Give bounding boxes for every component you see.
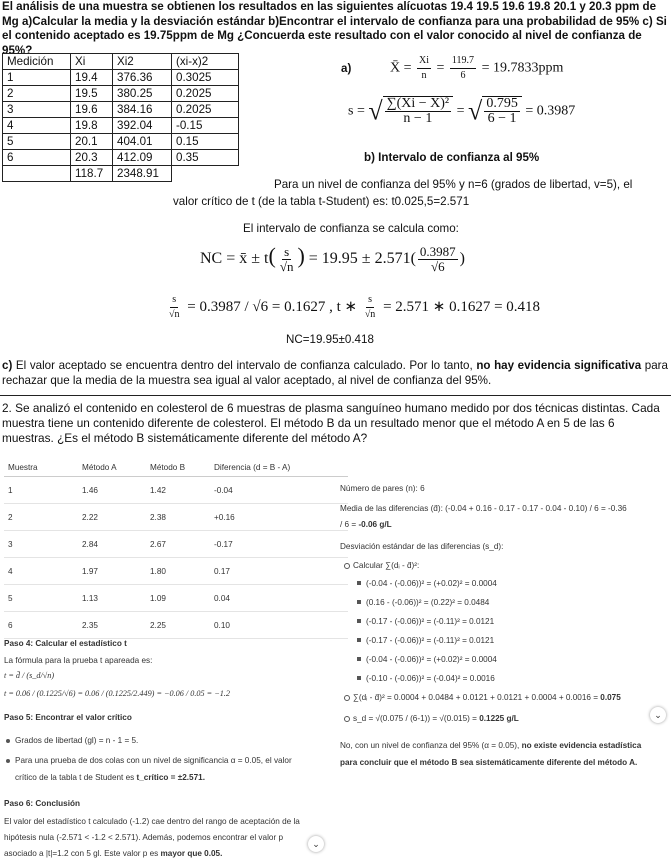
text: 0.1225 g/L [479,714,519,723]
confidence-interval-result: NC=19.95±0.418 [286,333,374,346]
table-row [4,531,348,558]
problem-2-statement: 2. Se analizó el contenido en colesterol de 6 muestras de plasma sanguíneo humano medido por dos técnicas distintas. Cada muestra tiene un contenido diferente de colesterol. El método B da un resultado menor que el método A en 5 de las 6 muestras. ¿Es el método B sistemáticamente diferente del método A? [2,401,660,445]
column-header: Método A [78,458,146,477]
eq-part: = 0.3987 / √6 = 0.1627 , t ∗ [187,298,358,315]
cell: 1.80 [146,558,210,585]
mean-result: = 19.7833ppm [481,60,564,76]
table-header-row [3,54,239,70]
column-header: Muestra [4,458,78,477]
step-text: hipótesis nula (-2.571 < -1.2 < 2.571). Además, podemos encontrar el valor p [4,833,283,842]
eq-part: ) [459,250,465,267]
text: Grados de libertad (gl) = n - 1 = 5. [15,736,139,745]
column-header: Diferencia (d = B - A) [210,458,348,477]
table-row [4,504,348,531]
cell: 404.01 [113,134,172,150]
step-text: La fórmula para la prueba t apareada es: [4,656,153,665]
cell: 20.3 [71,150,113,166]
frac-num: s [284,243,290,259]
calc-item [344,560,419,572]
problem-statement: El análisis de una muestra se obtienen los resultados en las siguientes alícuotas 19.4 19.5 19.6 19.8 20.1 y 20.3 ppm de Mg a)Calcular la media y la desviación estándar b)Encontrar el intervalo de confianza para una probabilidad de 95% c) Si el contenido aceptado es 19.75ppm de Mg ¿Concuerda este resultado con el valor conocido al nivel de confianza de 95%? [2,0,667,57]
formula: t = 0.06 / (0.1225/√6) = 0.06 / (0.1225/2.449) = −0.06 / 0.05 = −1.2 [4,689,230,698]
table-row [3,102,239,118]
standard-error-equation [165,293,540,322]
part-b-text: Para un nivel de confianza del 95% y n=6 (grados de libertad, v=5), el [274,178,633,191]
cell: 0.04 [210,585,348,612]
text: para concluir que el método B sea sistemáticamente diferente del método A. [340,758,638,767]
cell: 0.2025 [172,86,239,102]
frac-den: √n [279,258,294,274]
cell: 19.4 [71,70,113,86]
std-result: = 0.3987 [525,103,576,119]
table-totals-row [3,166,239,182]
cell [3,166,71,182]
cell: 19.6 [71,102,113,118]
text: (-0.17 - (-0.06))² = (-0.11)² = 0.0121 [366,617,495,626]
text: t_crítico = ±2.571. [136,773,205,782]
step-title: Paso 4: Calcular el estadístico t [4,639,127,648]
cell: 0.2025 [172,102,239,118]
cell [172,166,239,182]
text: No, con un nivel de confianza del 95% (α = 0.05), [340,741,522,750]
cell: 4 [4,558,78,585]
cell: 2348.91 [113,166,172,182]
formula: t = d̄ / (s_d/√n) [4,671,55,680]
pairs-count: Número de pares (n): 6 [340,484,425,493]
diff-square-item [357,616,494,628]
mean-difference-result [340,519,392,531]
text: (-0.17 - (-0.06))² = (-0.11)² = 0.0121 [366,636,495,645]
step-text: El valor del estadístico t calculado (-1.2) cae dentro del rango de aceptación de la [4,817,300,826]
text: mayor que 0.05. [160,849,223,858]
diff-square-item [357,597,489,609]
cell: 1.46 [78,477,146,504]
part-c-label: c) [2,359,13,372]
part-b-text: valor crítico de t (de la tabla t-Student) es: t0.025,5=2.571 [173,195,470,208]
frac-num: 0.795 [486,96,518,111]
frac-num: s [170,293,178,308]
cell: 392.04 [113,118,172,134]
text: 0.075 [600,693,621,702]
column-header: Medición [3,54,71,70]
text: (0.16 - (-0.06))² = (0.22)² = 0.0484 [366,598,490,607]
frac-den: √n [169,309,180,320]
diff-square-item [357,635,494,647]
diff-square-item [357,654,497,666]
eq-part: = 2.571 ∗ 0.1627 = 0.418 [383,298,541,315]
std-lhs: s = [348,103,365,119]
cell: 1.09 [146,585,210,612]
cell: 2.35 [78,612,146,639]
table-row [4,612,348,639]
cell: 5 [4,585,78,612]
part-b-text: El intervalo de confianza se calcula como: [243,222,459,235]
part-c-body: El valor aceptado se encuentra dentro del intervalo de confianza calculado. Por lo tanto, [15,359,473,372]
cell: 2.25 [146,612,210,639]
cell: 376.36 [113,70,172,86]
text: no existe evidencia estadística [521,741,642,750]
column-header: (xi-x)2 [172,54,239,70]
table-row [3,118,239,134]
text: -0.06 g/L [358,520,392,529]
mean-difference: Media de las diferencias (d̄): (-0.04 + 0.16 - 0.17 - 0.17 - 0.04 - 0.10) / 6 = -0.36 [340,504,627,513]
cell: 2.38 [146,504,210,531]
frac-num: 119.7 [450,54,476,69]
part-c-text [2,358,668,388]
cell: -0.15 [172,118,239,134]
frac-den: 6 [460,70,466,81]
text: Calcular ∑(dᵢ - d̄)²: [353,561,420,570]
frac-num: s [366,293,374,308]
frac-den: 6 − 1 [487,111,517,126]
cell: 6 [3,150,71,166]
cell: 19.5 [71,86,113,102]
cell: +0.16 [210,504,348,531]
cell: -0.17 [210,531,348,558]
table-row [4,558,348,585]
cell: 3 [3,102,71,118]
text: asociado a |t|=1.2 con 5 gl. Este valor p es [4,849,161,858]
sum-item [344,692,621,704]
frac-num: Xi [417,54,431,69]
frac-den: n [421,70,427,81]
eq-part: = 19.95 ± 2.571( [308,250,416,267]
cell: 4 [3,118,71,134]
divider [0,395,671,396]
diff-square-item [357,673,495,685]
eq-part: NC = x̄ ± t [200,250,269,267]
step-title: Paso 6: Conclusión [4,799,80,808]
cell: 2.84 [78,531,146,558]
column-header: Xi2 [113,54,172,70]
text: (-0.04 - (-0.06))² = (+0.02)² = 0.0004 [366,655,497,664]
cell: 20.1 [71,134,113,150]
frac-den: n − 1 [403,111,433,126]
confidence-interval-equation: NC = x̄ ± t( $\frac{s}{√n}$ ) = 19.95 ± 2.571( $\frac{0.3987}{√6}$ ) [200,243,465,274]
cell: 3 [4,531,78,558]
part-b-title: b) Intervalo de confianza al 95% [364,151,540,164]
bullet-item [6,755,292,767]
sd-title: Desviación estándar de las diferencias (s_d): [340,542,504,551]
cell: 0.15 [172,134,239,150]
cell: 118.7 [71,166,113,182]
part-c-body: para rechazar que la media de la muestra sea igual al valor aceptado, al nivel de confianza del 95%. [2,359,668,387]
frac-den: √n [364,309,376,320]
conclusion-text [340,740,641,752]
cell: 380.25 [113,86,172,102]
step-text [4,848,222,860]
mean-lhs: X̄ = [390,60,412,76]
cell: 0.3025 [172,70,239,86]
paired-stats-panel [340,483,670,767]
std-equation: s = √ $\frac{\text{∑(Xi − X)²}}{n - 1}$ = √ $\frac{0.795}{6 - 1}$ = 0.3987 [348,96,576,126]
frac-num: 0.3987 [419,243,456,259]
text: s_d = √(0.075 / (6-1)) = √(0.015) = [353,714,480,723]
table-header-row [4,458,348,477]
cell: 1.42 [146,477,210,504]
frac-num: ∑(Xi − X)² [386,96,450,111]
cell: 384.16 [113,102,172,118]
cell: 1.13 [78,585,146,612]
cell: 1 [3,70,71,86]
table-row [4,477,348,504]
cell: 0.10 [210,612,348,639]
cell: 412.09 [113,150,172,166]
step-title: Paso 5: Encontrar el valor crítico [4,713,132,722]
text: (-0.04 - (-0.06))² = (+0.02)² = 0.0004 [366,579,497,588]
frac-den: √6 [430,258,445,274]
column-header: Xi [71,54,113,70]
table-row [3,86,239,102]
scroll-down-icon[interactable]: ⌄ [308,836,324,852]
differences-table [4,458,348,639]
part-c-emphasis: no hay evidencia significativa [476,359,642,372]
bullet-continuation [15,772,205,784]
text: (-0.10 - (-0.06))² = (-0.04)² = 0.0016 [366,674,495,683]
cell: 6 [4,612,78,639]
cell: 2.22 [78,504,146,531]
text: ∑(dᵢ - d̄)² = 0.0004 + 0.0484 + 0.0121 + 0.0121 + 0.0004 + 0.0016 = [353,693,601,702]
bullet-item [6,735,138,747]
mean-equation: X̄ = $\frac{Xi}{n}$ = $\frac{119.7}{6}$ = 19.7833ppm [390,55,564,81]
cell: 0.17 [210,558,348,585]
data-table [2,53,239,182]
table-row [3,70,239,86]
text: / 6 = [340,520,359,529]
conclusion-text [340,757,637,769]
cell: 2 [4,504,78,531]
diff-square-item [357,578,497,590]
cell: 0.35 [172,150,239,166]
cell: 5 [3,134,71,150]
table-row [3,150,239,166]
sd-item [344,713,519,725]
cell: 1.97 [78,558,146,585]
cell: 1 [4,477,78,504]
text: crítico de la tabla t de Student es [15,773,137,782]
table-row [4,585,348,612]
part-a-label: a) [341,62,352,75]
cell: 2.67 [146,531,210,558]
cell: 2 [3,86,71,102]
column-header: Método B [146,458,210,477]
table-row [3,134,239,150]
cell: 19.8 [71,118,113,134]
cell: -0.04 [210,477,348,504]
text: Para una prueba de dos colas con un nivel de significancia α = 0.05, el valor [15,756,292,765]
scroll-down-icon[interactable]: ⌄ [650,707,666,723]
